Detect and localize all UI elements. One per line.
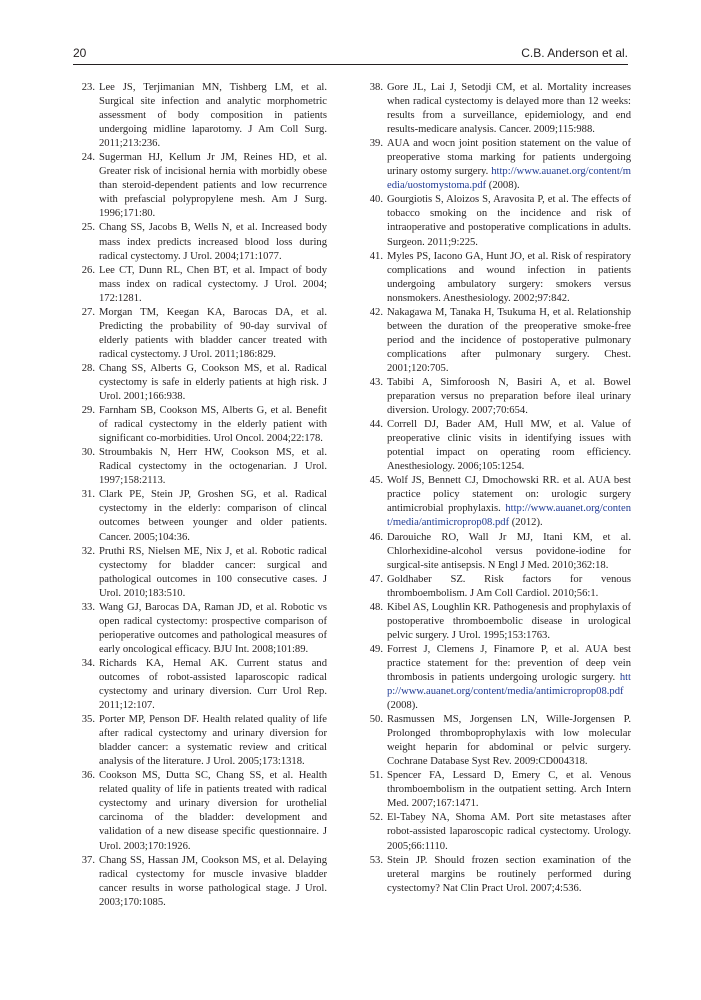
reference-number: 44. [369, 419, 383, 431]
reference-text: Chang SS, Hassan JM, Cookson MS, et al. Delaying radical cystectomy for muscle invasive bladder cancer results in worse pathological stage. J Urol. 2003;170:1085. [99, 854, 327, 908]
reference-text: Chang SS, Alberts G, Cookson MS, et al. Radical cystectomy is safe in elderly patients at high risk. J Urol. 2001;166:938. [99, 362, 327, 403]
page-header [0, 0, 701, 60]
reference-number: 26. [81, 264, 95, 276]
reference-text: Lee JS, Terjimanian MN, Tishberg LM, et al. Surgical site infection and analytic morphometric assessment of body composition in patients undergoing midline laparotomy. J Am Coll Surg. 2011;213:236. [99, 82, 327, 150]
reference-item [73, 404, 327, 446]
reference-suffix: (2008). [387, 700, 418, 712]
reference-text: Darouiche RO, Wall Jr MJ, Itani KM, et al. Chlorhexidine-alcohol versus povidone-iodine for surgical-site antisepsis. N Engl J Med. 2010;362:18. [387, 531, 631, 571]
reference-item [361, 531, 631, 573]
reference-number: 51. [369, 770, 383, 782]
reference-number: 24. [81, 152, 95, 164]
reference-list-right [361, 81, 631, 896]
reference-item [73, 446, 327, 488]
reference-suffix: (2012). [509, 517, 543, 529]
reference-number: 45. [369, 475, 383, 487]
reference-text: Cookson MS, Dutta SC, Chang SS, et al. Health related quality of life in patients treated with radical cystectomy and urinary diversion for urothelial carcinoma of the bladder: development and validation of a new disease specific questionnaire. J Urol. 2003;170:1926. [99, 770, 327, 852]
reference-text: Nakagawa M, Tanaka H, Tsukuma H, et al. Relationship between the duration of the preoperative smoke-free period and the incidence of postoperative pulmonary complications after pulmonary surgery. Chest. 2001;120:705. [387, 306, 631, 374]
references-column-right [361, 81, 631, 896]
reference-number: 34. [81, 657, 95, 669]
reference-number: 31. [81, 489, 95, 501]
reference-text: Stein JP. Should frozen section examination of the ureteral margins be routinely performed during cystectomy? Nat Clin Pract Urol. 2007;4:536. [387, 854, 631, 894]
reference-number: 41. [369, 250, 383, 262]
reference-number: 32. [81, 545, 95, 557]
reference-text: Pruthi RS, Nielsen ME, Nix J, et al. Robotic radical cystectomy for bladder cancer: surgical and pathological outcomes in 100 consecutive cases. J Urol. 2010;183:510. [99, 545, 327, 599]
reference-text: Farnham SB, Cookson MS, Alberts G, et al. Benefit of radical cystectomy in the elderly patient with significant co-morbidities. Urol Oncol. 2004;22:178. [99, 405, 327, 445]
reference-item [361, 81, 631, 137]
reference-text: Wang GJ, Barocas DA, Raman JD, et al. Robotic vs open radical cystectomy: prospective comparison of perioperative outcomes and pathological measures of early oncological efficacy. BJU Int. 2008;101:89. [99, 601, 327, 655]
reference-text: Wolf JS, Bennett CJ, Dmochowski RR. et al. AUA best practice policy statement on: urologic surgery antimicrobial prophylaxis. [387, 475, 631, 515]
reference-text: El-Tabey NA, Shoma AM. Port site metastases after robot-assisted laparoscopic radical cystectomy. Urology. 2005;66:1110. [387, 812, 631, 852]
reference-item [73, 264, 327, 306]
reference-item [73, 306, 327, 362]
reference-item [361, 193, 631, 249]
reference-number: 27. [81, 306, 95, 318]
reference-item [361, 418, 631, 474]
reference-number: 28. [81, 362, 95, 374]
page-number: 20 [73, 46, 87, 60]
reference-number: 29. [81, 405, 95, 417]
reference-text: Goldhaber SZ. Risk factors for venous thromboembolism. J Am Coll Cardiol. 2010;56:1. [387, 573, 631, 599]
reference-text: Chang SS, Jacobs B, Wells N, et al. Increased body mass index predicts increased blood loss during radical cystectomy. J Urol. 2004;171:1077. [99, 222, 327, 262]
reference-item [361, 137, 631, 193]
reference-item [361, 713, 631, 769]
reference-text: Porter MP, Penson DF. Health related quality of life after radical cystectomy and urinary diversion for bladder cancer: a systematic review and critical analysis of the literature. J Urol. 2005;173:1318. [99, 714, 327, 768]
reference-item [73, 151, 327, 221]
running-head: C.B. Anderson et al. [521, 46, 628, 60]
reference-number: 25. [81, 222, 95, 234]
reference-number: 43. [369, 376, 383, 388]
reference-text: Lee CT, Dunn RL, Chen BT, et al. Impact of body mass index on radical cystectomy. J Urol. 2004; 172:1281. [99, 264, 327, 304]
reference-item [73, 545, 327, 601]
reference-suffix: (2008). [486, 180, 520, 192]
header-rule [73, 64, 628, 65]
reference-list-left [73, 81, 327, 910]
reference-text: Tabibi A, Simforoosh N, Basiri A, et al. Bowel preparation versus no preparation before ileal urinary diversion. Urology. 2007;70:654. [387, 376, 631, 417]
reference-item [73, 81, 327, 151]
reference-number: 38. [369, 82, 383, 93]
reference-text: Gourgiotis S, Aloizos S, Aravosita P, et al. The effects of tobacco smoking on the incidence and risk of intraoperative and postoperative complications in adults. Surgeon. 2011;9:225. [387, 194, 631, 248]
reference-number: 30. [81, 447, 95, 459]
reference-number: 37. [81, 854, 95, 866]
reference-text: Spencer FA, Lessard D, Emery C, et al. Venous thromboembolism in the outpatient setting. Arch Intern Med. 2007;167:1471. [387, 770, 631, 810]
reference-text: Myles PS, Iacono GA, Hunt JO, et al. Risk of respiratory complications and wound infection in patients undergoing ambulatory surgery: smokers versus nonsmokers. Anesthesiology. 2002;97:842. [387, 250, 631, 304]
reference-number: 50. [369, 714, 383, 726]
references-column-left [73, 81, 327, 910]
reference-item [361, 306, 631, 376]
reference-item [73, 488, 327, 544]
reference-number: 35. [81, 714, 95, 726]
reference-number: 53. [369, 854, 383, 866]
reference-number: 39. [369, 138, 383, 150]
reference-item [361, 769, 631, 811]
reference-number: 48. [369, 601, 383, 613]
reference-text: AUA and wocn joint position statement on the value of preoperative stoma marking for patients undergoing urinary ostomy surgery. [387, 138, 631, 178]
reference-number: 52. [369, 812, 383, 824]
reference-item [73, 854, 327, 910]
reference-item [73, 713, 327, 769]
reference-item [361, 643, 631, 713]
reference-number: 33. [81, 601, 95, 613]
reference-item [361, 474, 631, 530]
reference-text: Kibel AS, Loughlin KR. Pathogenesis and prophylaxis of postoperative thromboembolic disease in urological pelvic surgery. J Urol. 1995;153:1763. [387, 601, 631, 641]
reference-item [361, 250, 631, 306]
reference-item [361, 376, 631, 418]
reference-text: Morgan TM, Keegan KA, Barocas DA, et al. Predicting the probability of 90-day survival of elderly patients with bladder cancer treated with radical cystectomy. J Urol. 2011;186:829. [99, 306, 327, 360]
reference-item [73, 769, 327, 853]
reference-text: Forrest J, Clemens J, Finamore P, et al. AUA best practice statement for the: prevention of deep vein thrombosis in patients undergoing urologic surgery. [387, 643, 631, 683]
reference-item [361, 601, 631, 643]
reference-text: Sugerman HJ, Kellum Jr JM, Reines HD, et al. Greater risk of incisional hernia with morbidly obese than steroid-dependent patients and low recurrence with prefascial polypropylene mesh. Am J Surg. 1996;171:80. [99, 152, 327, 220]
reference-number: 23. [81, 82, 95, 93]
reference-number: 40. [369, 194, 383, 206]
reference-link[interactable]: http://www.auanet.org/content/media/antimicroprop08.pdf [387, 671, 631, 698]
reference-number: 46. [369, 531, 383, 543]
reference-text: Stroumbakis N, Herr HW, Cookson MS, et al. Radical cystectomy in the octogenarian. J Urol. 1997;158:2113. [99, 447, 327, 487]
reference-number: 47. [369, 573, 383, 585]
reference-item [73, 601, 327, 657]
reference-link[interactable]: http://www.auanet.org/content/media/uostomystoma.pdf [387, 166, 631, 192]
reference-text: Clark PE, Stein JP, Groshen SG, et al. Radical cystectomy in the elderly: comparison of clincal outcomes between younger and older patients. Cancer. 2005;104:36. [99, 489, 327, 543]
reference-item [361, 811, 631, 853]
reference-number: 42. [369, 306, 383, 318]
reference-link[interactable]: http://www.auanet.org/content/media/antimicroprop08.pdf [387, 503, 631, 529]
reference-item [73, 362, 327, 404]
reference-text: Correll DJ, Bader AM, Hull MW, et al. Value of preoperative clinic visits in identifying issues with potential impact on operating room efficiency. Anesthesiology. 2006;105:1254. [387, 419, 631, 473]
reference-item [361, 573, 631, 601]
reference-text: Richards KA, Hemal AK. Current status and outcomes of robot-assisted laparoscopic radical cystectomy and urinary diversion. Curr Urol Rep. 2011;12:107. [99, 657, 327, 712]
reference-number: 36. [81, 770, 95, 782]
reference-item [361, 854, 631, 896]
reference-text: Gore JL, Lai J, Setodji CM, et al. Mortality increases when radical cystectomy is delayed more than 12 weeks: results from a surveillance, epidemiology, and end results-medicare analysis. Cancer. 2009;115:988. [387, 82, 631, 136]
reference-item [73, 657, 327, 713]
reference-text: Rasmussen MS, Jorgensen LN, Wille-Jorgensen P. Prolonged thromboprophylaxis with low molecular weight heparin for abdominal or pelvic surgery. Cochrane Database Syst Rev. 2009:CD004318. [387, 714, 631, 768]
reference-number: 49. [369, 643, 383, 655]
reference-item [73, 221, 327, 263]
